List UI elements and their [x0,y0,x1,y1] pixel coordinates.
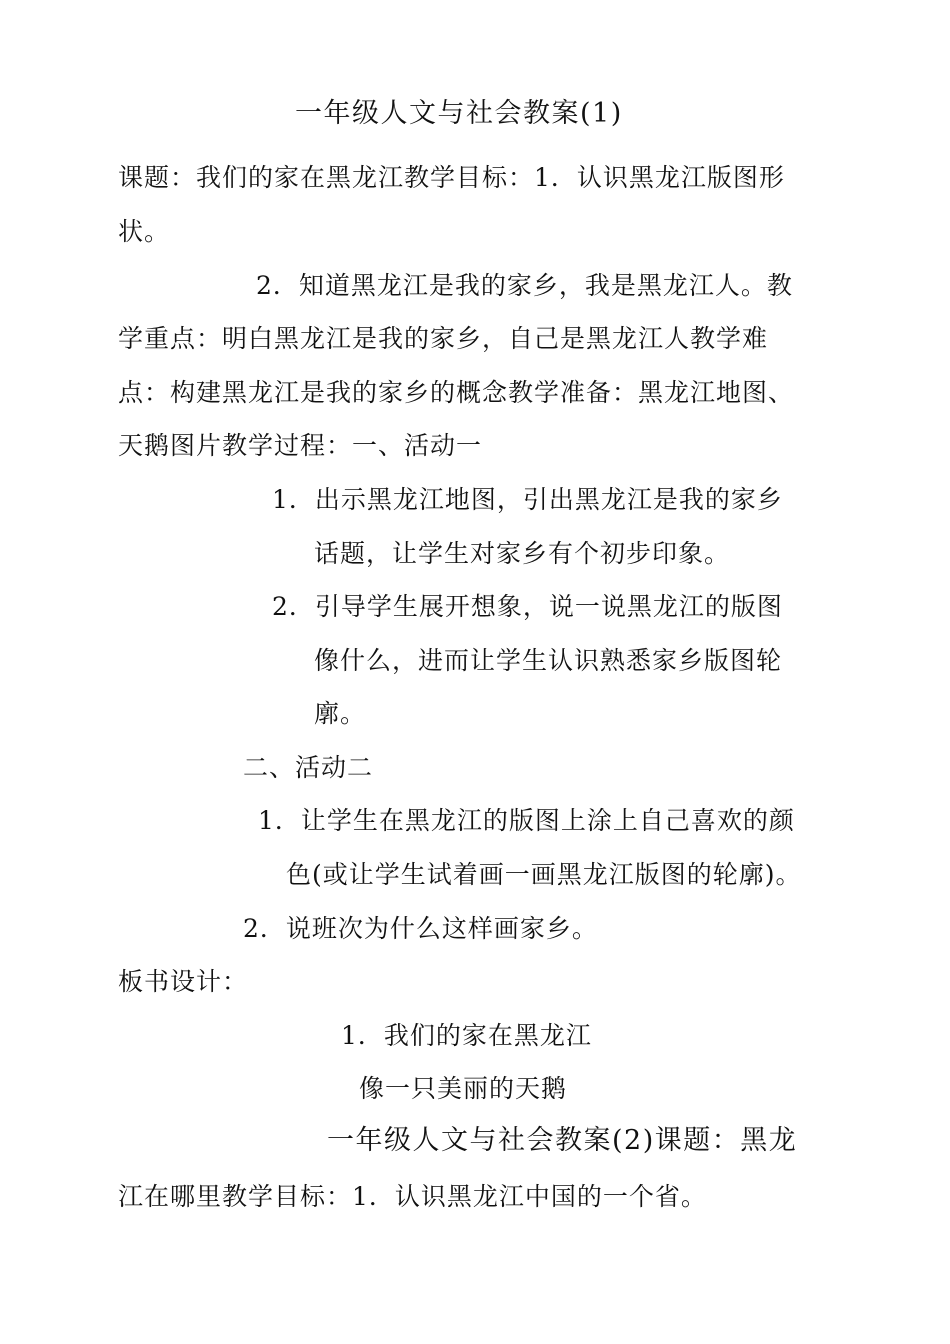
text-line: 天鹅图片教学过程：一、活动一 [118,431,483,460]
text-line: 江在哪里教学目标：1．认识黑龙江中国的一个省。 [118,1182,707,1211]
list-item: 2．引导学生展开想象，说一说黑龙江的版图 [272,592,783,621]
list-item-continuation: 廓。 [314,699,367,728]
document-title: 一年级人文与社会教案(1) [295,98,623,129]
list-item-continuation: 话题，让学生对家乡有个初步印象。 [314,539,731,568]
section-heading: 二、活动二 [243,753,374,782]
text-line: 课题：我们的家在黑龙江教学目标：1．认识黑龙江版图形 [118,163,785,192]
list-item: 1．出示黑龙江地图，引出黑龙江是我的家乡 [272,485,783,514]
text-line: 2．知道黑龙江是我的家乡，我是黑龙江人。教 [256,271,793,300]
text-line: 点：构建黑龙江是我的家乡的概念教学准备：黑龙江地图、 [118,378,795,407]
board-design-line: 像一只美丽的天鹅 [359,1074,568,1103]
section-heading: 板书设计： [118,967,249,996]
text-line: 学重点：明白黑龙江是我的家乡，自己是黑龙江人教学难 [118,324,769,353]
document-title-2: 一年级人文与社会教案(2)课题：黑龙 [327,1125,798,1156]
list-item: 2．说班次为什么这样画家乡。 [243,914,598,943]
list-item: 1．让学生在黑龙江的版图上涂上自己喜欢的颜 [258,806,795,835]
board-design-line: 1．我们的家在黑龙江 [341,1021,592,1050]
list-item-continuation: 色(或让学生试着画一画黑龙江版图的轮廓)。 [286,860,802,889]
list-item-continuation: 像什么，进而让学生认识熟悉家乡版图轮 [314,646,783,675]
text-line: 状。 [118,217,171,246]
